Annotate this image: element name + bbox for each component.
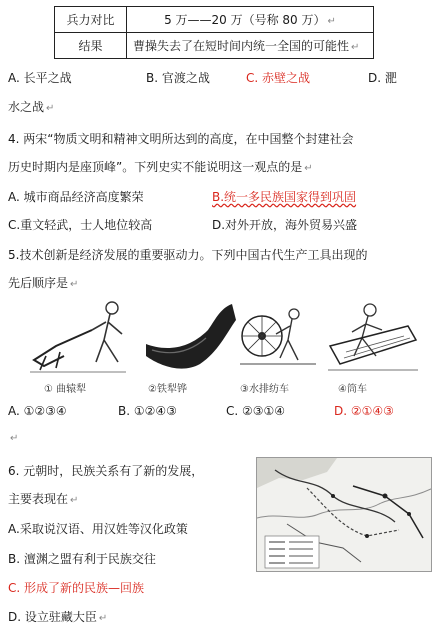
curved-plough-image [26,300,136,378]
q5-option-c: C. ②③①④ [226,404,286,418]
q3-option-d-cont: 水之战 ↵ [8,100,55,114]
tool-caption-3: ③水排纺车 [240,384,289,395]
q3-option-a: A. 长平之战 [8,71,72,85]
tool-caption-1: ① 曲辕犁 [44,384,87,395]
table-key: 结果 [55,33,127,59]
table-value: 5 万——20 万（号称 80 万） ↵ [127,7,374,33]
table-row [55,7,374,33]
table-row [55,33,374,59]
tool-caption-4: ④筒车 [338,384,367,395]
q6-option-c: C. 形成了新的民族—回族 [8,581,145,595]
q5-option-a: A. ①②③④ [8,404,67,418]
q5-option-b: B. ①②④③ [118,404,177,418]
battle-table [54,6,374,59]
q4-option-b: B.统一多民族国家得到巩固 [212,190,357,204]
q5-stem-line1: 5.技术创新是经济发展的重要驱动力。下列中国古代生产工具出现的 [8,248,368,262]
paragraph-mark: ↵ [10,433,19,444]
tools-figure [14,300,434,400]
iron-plowshare-image [142,300,237,378]
yuan-map-image [256,457,432,572]
q6-option-a: A.采取说汉语、用汉姓等汉化政策 [8,522,188,536]
q4-stem-line1: 4. 两宋“物质文明和精神文明所达到的高度，在中国整个封建社会 [8,132,354,146]
tool-caption-2: ②铁犁铧 [148,384,187,395]
q6-stem-line1: 6. 元朝时，民族关系有了新的发展， [8,464,204,478]
q6-option-d: D. 设立驻藏大臣 ↵ [8,610,108,624]
q6-stem-line2: 主要表现在 ↵ [8,492,79,506]
table-key: 兵力对比 [55,7,127,33]
q4-stem-line2: 历史时期内是座顶峰”。下列史实不能说明这一观点的是 ↵ [8,160,313,174]
q3-option-d: D. 淝 [368,71,397,85]
q6-option-b: B. 澶渊之盟有利于民族交往 [8,552,156,566]
q5-stem-line2: 先后顺序是 ↵ [8,276,79,290]
q3-option-b: B. 官渡之战 [146,71,210,85]
q4-option-a: A. 城市商品经济高度繁荣 [8,190,144,204]
q5-option-d: D. ②①④③ [334,404,394,418]
water-spinning-wheel-image [236,300,321,378]
q4-option-d: D.对外开放，海外贸易兴盛 [212,218,358,232]
q3-option-c: C. 赤壁之战 [246,71,311,85]
tube-wheel-image [326,300,421,378]
table-value: 曹操失去了在短时间内统一全国的可能性 ↵ [127,33,374,59]
q4-option-c: C.重文轻武，士人地位较高 [8,218,153,232]
